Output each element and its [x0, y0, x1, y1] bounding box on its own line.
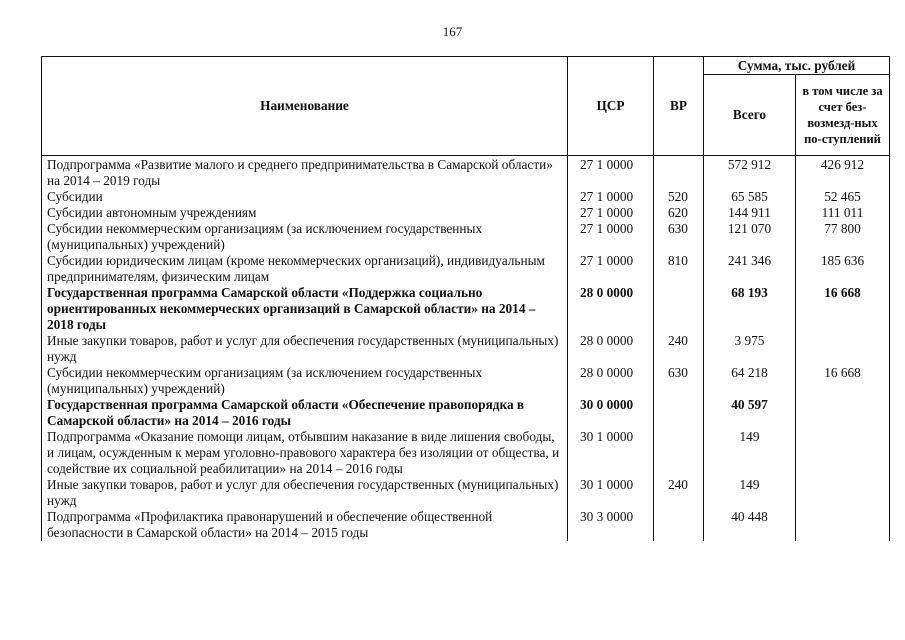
row-name: Подпрограмма «Профилактика правонарушений и обеспечение общественной безопасности в Самарской области» на 2014 – 2015 годы	[42, 509, 568, 541]
row-name: Субсидии некоммерческим организациям (за исключением государственных (муниципальных) учреждений)	[42, 365, 568, 397]
table-row	[42, 333, 890, 365]
row-incl	[796, 477, 890, 509]
row-incl	[796, 333, 890, 365]
table-body	[42, 156, 890, 542]
row-csr: 28 0 0000	[568, 333, 654, 365]
row-name: Субсидии	[42, 189, 568, 205]
row-total: 40 597	[704, 397, 796, 429]
row-total: 64 218	[704, 365, 796, 397]
row-total: 65 585	[704, 189, 796, 205]
row-incl: 426 912	[796, 156, 890, 190]
table-row	[42, 156, 890, 190]
table-row	[42, 221, 890, 253]
row-csr: 30 0 0000	[568, 397, 654, 429]
row-vr: 240	[654, 477, 704, 509]
row-name: Подпрограмма «Развитие малого и среднего предпринимательства в Самарской области» на 2014 – 2019 годы	[42, 156, 568, 190]
table-row	[42, 509, 890, 541]
row-name: Иные закупки товаров, работ и услуг для обеспечения государственных (муниципальных) нужд	[42, 477, 568, 509]
row-vr	[654, 397, 704, 429]
row-total: 149	[704, 429, 796, 477]
header-incl: в том числе за счет без-возмезд-ных по-ступлений	[796, 75, 890, 156]
table-row	[42, 285, 890, 333]
row-csr: 30 1 0000	[568, 429, 654, 477]
table-row	[42, 189, 890, 205]
row-total: 40 448	[704, 509, 796, 541]
row-vr	[654, 509, 704, 541]
row-name: Государственная программа Самарской области «Обеспечение правопорядка в Самарской области» на 2014 – 2016 годы	[42, 397, 568, 429]
row-csr: 27 1 0000	[568, 205, 654, 221]
budget-table	[41, 56, 890, 541]
row-name: Субсидии юридическим лицам (кроме некоммерческих организаций), индивидуальным предпринимателям, физическим лицам	[42, 253, 568, 285]
row-csr: 27 1 0000	[568, 253, 654, 285]
row-incl	[796, 397, 890, 429]
row-total: 241 346	[704, 253, 796, 285]
row-total: 68 193	[704, 285, 796, 333]
row-vr: 620	[654, 205, 704, 221]
table-row	[42, 205, 890, 221]
row-incl: 52 465	[796, 189, 890, 205]
row-incl: 16 668	[796, 285, 890, 333]
table-header	[42, 57, 890, 156]
table-row	[42, 365, 890, 397]
row-vr	[654, 156, 704, 190]
row-total: 3 975	[704, 333, 796, 365]
page-number: 167	[442, 24, 463, 39]
row-incl: 77 800	[796, 221, 890, 253]
row-csr: 27 1 0000	[568, 189, 654, 205]
header-csr: ЦСР	[568, 57, 654, 156]
row-total: 121 070	[704, 221, 796, 253]
row-csr: 27 1 0000	[568, 156, 654, 190]
row-csr: 27 1 0000	[568, 221, 654, 253]
row-csr: 30 1 0000	[568, 477, 654, 509]
row-incl: 185 636	[796, 253, 890, 285]
row-total: 144 911	[704, 205, 796, 221]
row-vr: 810	[654, 253, 704, 285]
row-name: Субсидии некоммерческим организациям (за исключением государственных (муниципальных) учреждений)	[42, 221, 568, 253]
row-incl: 111 011	[796, 205, 890, 221]
header-vr: ВР	[654, 57, 704, 156]
table-row	[42, 253, 890, 285]
header-name: Наименование	[42, 57, 568, 156]
row-csr: 28 0 0000	[568, 285, 654, 333]
row-vr: 240	[654, 333, 704, 365]
row-name: Иные закупки товаров, работ и услуг для обеспечения государственных (муниципальных) нужд	[42, 333, 568, 365]
row-total: 572 912	[704, 156, 796, 190]
table-row	[42, 429, 890, 477]
row-vr: 520	[654, 189, 704, 205]
row-vr	[654, 429, 704, 477]
row-vr: 630	[654, 365, 704, 397]
row-name: Государственная программа Самарской области «Поддержка социально ориентированных некоммерческих организаций в Самарской области» на 2014 – 2018 годы	[42, 285, 568, 333]
header-total: Всего	[704, 75, 796, 156]
row-incl	[796, 429, 890, 477]
row-incl	[796, 509, 890, 541]
table-row	[42, 397, 890, 429]
header-sum-title: Сумма, тыс. рублей	[704, 57, 890, 75]
row-vr	[654, 285, 704, 333]
table-row	[42, 477, 890, 509]
row-csr: 28 0 0000	[568, 365, 654, 397]
row-vr: 630	[654, 221, 704, 253]
row-incl: 16 668	[796, 365, 890, 397]
row-total: 149	[704, 477, 796, 509]
row-csr: 30 3 0000	[568, 509, 654, 541]
row-name: Подпрограмма «Оказание помощи лицам, отбывшим наказание в виде лишения свободы, и лицам, осужденным к мерам уголовно-правового характера без изоляции от общества, и содействие их социальной реабилитации» на 2014 – 2016 годы	[42, 429, 568, 477]
row-name: Субсидии автономным учреждениям	[42, 205, 568, 221]
